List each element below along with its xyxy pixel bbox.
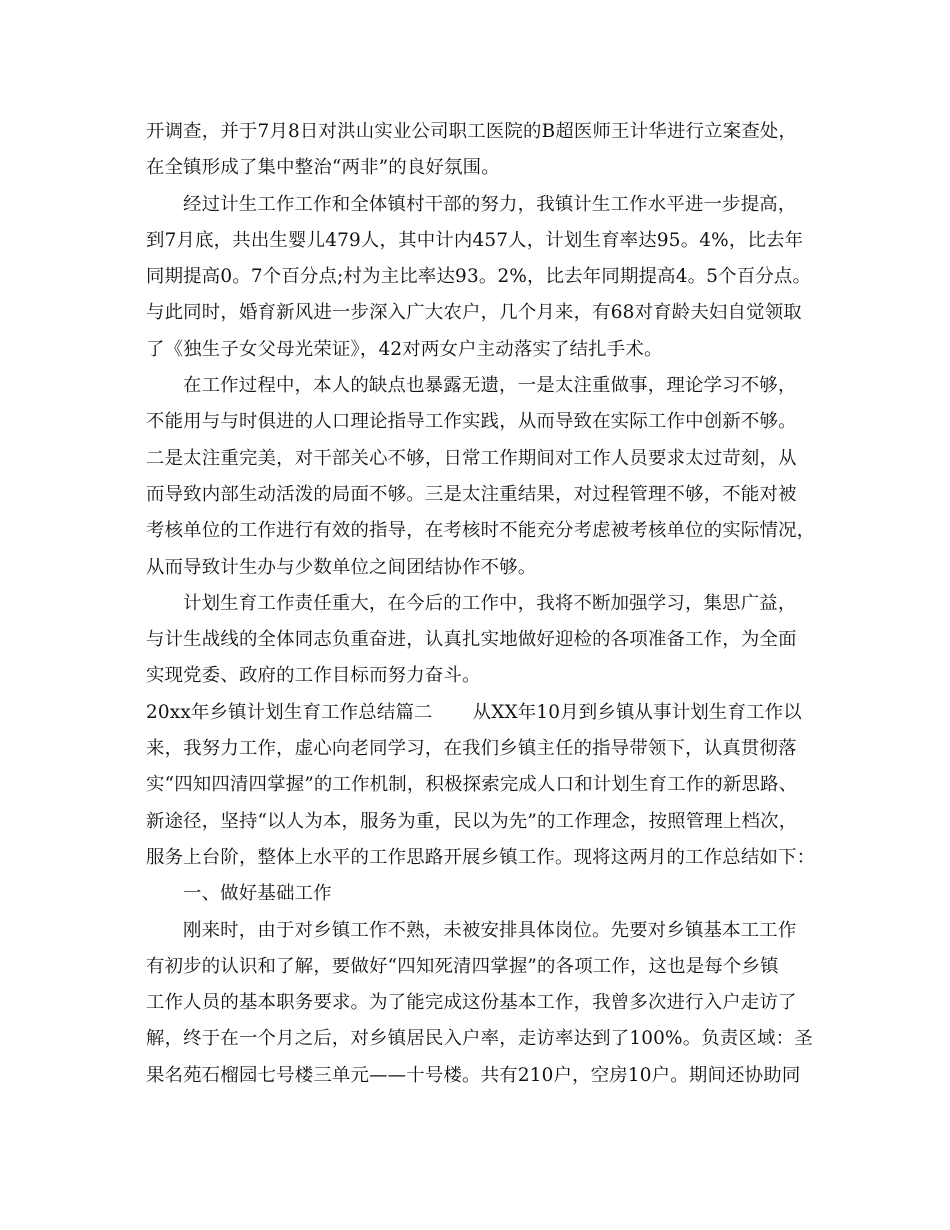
text-line: 服务上台阶，整体上水平的工作思路开展乡镇工作。现将这两月的工作总结如下： xyxy=(146,846,816,868)
text-line: 开调查，并于7月8日对洪山实业公司职工医院的B超医师王计华进行立案查处， xyxy=(146,121,798,142)
text-line: 工作人员的基本职务要求。为了能完成这份基本工作，我曾多次进行入户走访了 xyxy=(146,992,797,1014)
text-line: 来，我努力工作，虚心向老同学习，在我们乡镇主任的指导带领下，认真贯彻落 xyxy=(146,738,797,760)
text-line: 不能用与与时俱进的人口理论指导工作实践，从而导致在实际工作中创新不够。 xyxy=(146,411,797,433)
text-line: 与计生战线的全体同志负重奋进，认真扎实地做好迎检的各项准备工作，为全面 xyxy=(146,629,797,651)
document-body xyxy=(146,114,820,1094)
text-line: 与此同时，婚育新风进一步深入广大农户，几个月来，有68对育龄夫妇自觉领取 xyxy=(146,302,802,324)
subheading: 一、做好基础工作 xyxy=(183,883,332,905)
text-line: 实“四知四清四掌握”的工作机制，积极探索完成人口和计划生育工作的新思路、 xyxy=(146,774,798,796)
text-line: 解，终于在一个月之后，对乡镇居民入户率，走访率达到了100%。负责区域：圣 xyxy=(146,1028,813,1050)
section-title: 20xx年乡镇计划生育工作总结篇二 xyxy=(146,701,433,723)
paragraph-start-line: 经过计生工作工作和全体镇村干部的努力，我镇计生工作水平进一步提高， xyxy=(183,193,797,215)
paragraph-start-line: 刚来时，由于对乡镇工作不熟，未被安排具体岗位。先要对乡镇基本工工作 xyxy=(183,919,797,941)
text-line: 同期提高0。7个百分点;村为主比率达93。2%，比去年同期提高4。5个百分点。 xyxy=(146,266,812,288)
section-intro-text: 从XX年10月到乡镇从事计划生育工作以 xyxy=(472,701,802,723)
paragraph-start-line: 计划生育工作责任重大，在今后的工作中，我将不断加强学习，集思广益， xyxy=(183,592,797,614)
text-line: 果名苑石榴园七号楼三单元——十号楼。共有210户，空房10户。期间还协助同 xyxy=(146,1064,801,1086)
text-line: 实现党委、政府的工作目标而努力奋斗。 xyxy=(146,665,481,687)
text-line: 从而导致计生办与少数单位之间团结协作不够。 xyxy=(146,556,537,578)
text-line: 到7月底，共出生婴儿479人，其中计内457人，计划生育率达95。4%，比去年 xyxy=(146,229,804,251)
text-line: 考核单位的工作进行有效的指导，在考核时不能充分考虑被考核单位的实际情况， xyxy=(146,520,816,542)
text-line: 新途径，坚持“以人为本，服务为重，民以为先”的工作理念，按照管理上档次， xyxy=(146,810,798,832)
text-line: 在全镇形成了集中整治“两非”的良好氛围。 xyxy=(146,157,500,179)
paragraph-start-line: 在工作过程中，本人的缺点也暴露无遗，一是太注重做事，理论学习不够， xyxy=(183,375,797,397)
section-title-line xyxy=(146,695,820,731)
text-line: 有初步的认识和了解，要做好“四知死清四掌握”的各项工作，这也是每个乡镇 xyxy=(146,955,779,977)
text-line: 了《独生子女父母光荣证》，42对两女户主动落实了结扎手术。 xyxy=(146,338,663,360)
text-line: 二是太注重完美，对干部关心不够，日常工作期间对工作人员要求太过苛刻，从 xyxy=(146,447,797,469)
text-line: 而导致内部生动活泼的局面不够。三是太注重结果，对过程管理不够，不能对被 xyxy=(146,483,797,505)
